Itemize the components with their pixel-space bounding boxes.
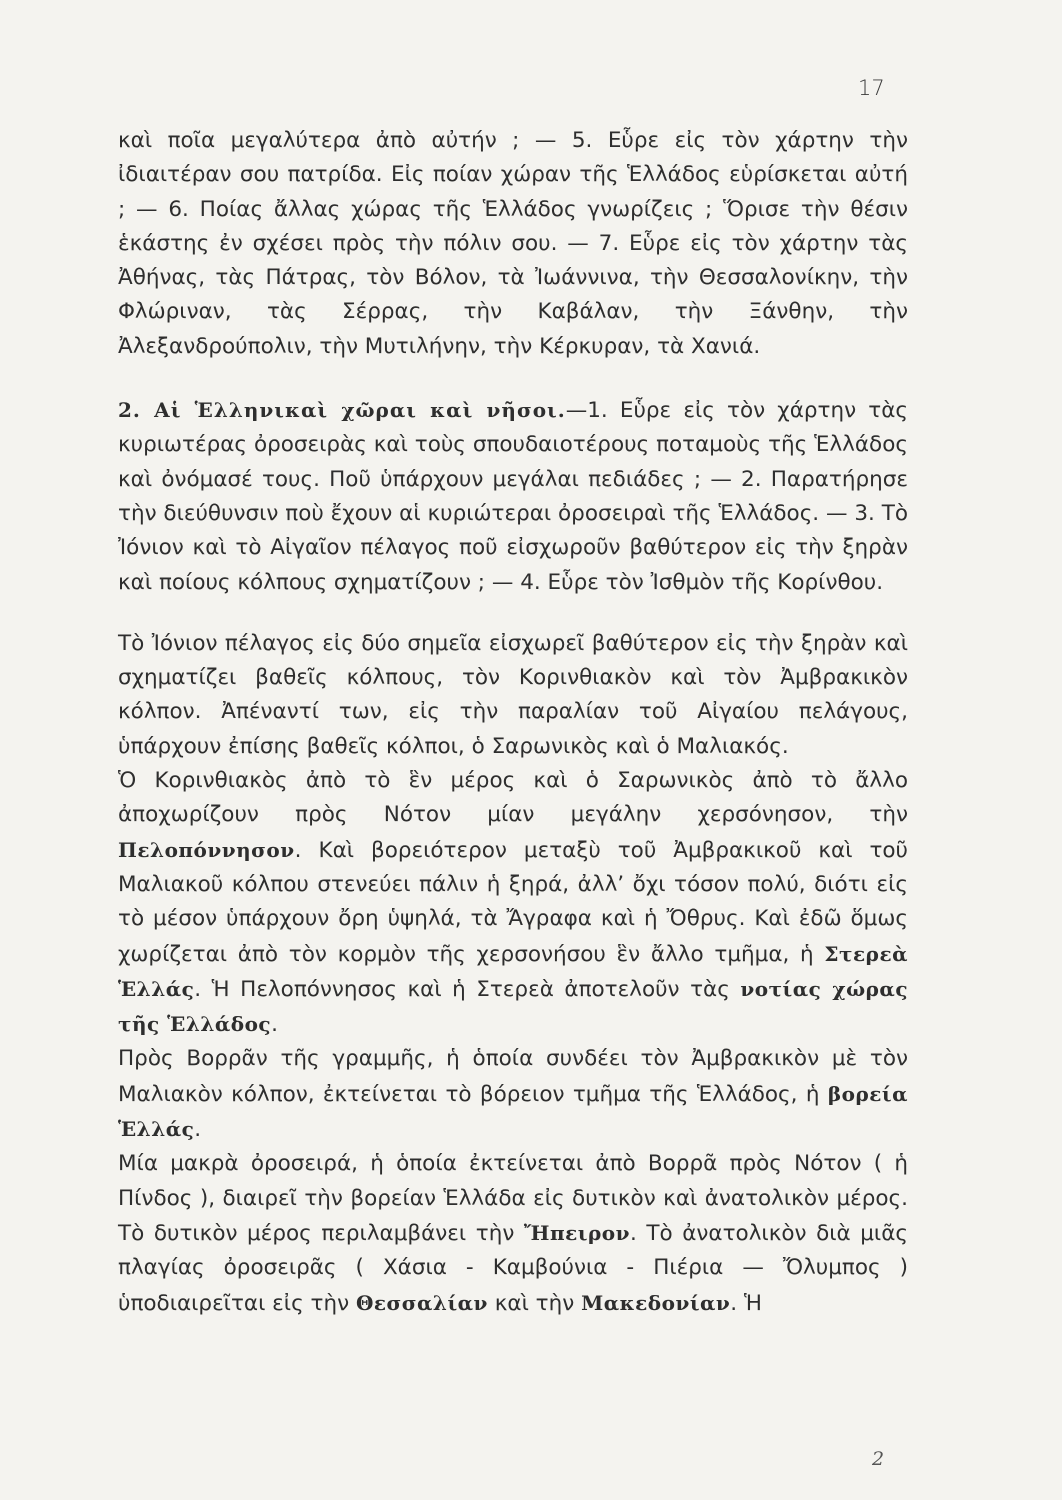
text-run: . Καὶ βορειότερον μεταξὺ τοῦ Ἀμβρακικοῦ καὶ τοῦ Μαλιακοῦ κόλπου στενεύει πάλιν ἡ ξηρά, ἀλλ’ ὄχι τόσον πολύ, διότι εἰς τὸ μέσον ὑπάρχουν ὄρη ὑψηλά, τὰ Ἄγραφα καὶ ἡ Ὄθρυς. Καὶ ἐδῶ ὅμως χωρίζεται ἀπὸ τὸν κορμὸν τῆς χερσονήσου ἓν ἄλλο τμῆμα, ἡ xyxy=(118,837,908,967)
signature-mark: 2 xyxy=(872,1448,885,1470)
section-heading: 2. Αἱ Ἑλληνικαὶ χῶραι καὶ νῆσοι. xyxy=(118,398,566,423)
term-epirus: Ἤπειρον xyxy=(523,1220,630,1245)
text-run: . Τὸ ἀνατολικὸν διὰ μιᾶς πλαγίας ὀροσειρᾶς ( Χάσια - Καμβούνια - Πιέρια — Ὄλυμπος ) ὑποδιαιρεῖται εἰς τὴν xyxy=(118,1220,909,1316)
term-thessaly: Θεσσαλίαν xyxy=(355,1290,488,1315)
text-run: Ὁ Κορινθιακὸς ἀπὸ τὸ ἓν μέρος καὶ ὁ Σαρωνικὸς ἀπὸ τὸ ἄλλο ἀποχωρίζουν πρὸς Νότον μίαν μεγάλην χερσόνησον, τὴν xyxy=(118,768,908,828)
term-northern-greece: βορεία Ἑλλάς xyxy=(118,1081,908,1142)
term-macedonia: Μακεδονίαν xyxy=(581,1290,731,1315)
section-2-exercises: —1. Εὗρε εἰς τὸν χάρτην τὰς κυριωτέρας ὀροσειρὰς καὶ τοὺς σπουδαιοτέρους ποταμοὺς τῆς Ἑλλάδος καὶ ὀνόμασέ τους. Ποῦ ὑπάρχουν μεγάλαι πεδιάδες ; — 2. Παρατήρησε τὴν διεύθυνσιν ποὺ ἔχουν αἱ κυριώτεραι ὀροσειραὶ τῆς Ἑλλάδος. — 3. Τὸ Ἰόνιον καὶ τὸ Αἰγαῖον πέλαγος ποῦ εἰσχωροῦν βαθύτερον εἰς τὴν ξηρὰν καὶ ποίους κόλπους σχηματίζουν ; — 4. Εὗρε τὸν Ἰσθμὸν τῆς Κορίνθου. xyxy=(118,398,908,595)
paragraph-northern-greece xyxy=(118,1042,908,1147)
term-sterea-ellas: Στερεὰ Ἑλλάς xyxy=(118,941,908,1001)
document-body xyxy=(118,124,908,1321)
term-peloponnese: Πελοπόννησον xyxy=(118,837,295,862)
text-run: καὶ τὴν xyxy=(487,1290,582,1316)
page-number: 17 xyxy=(858,76,885,100)
paragraph-pindus xyxy=(118,1147,908,1320)
paragraph-exercises: καὶ ποῖα μεγαλύτερα ἀπὸ αὐτήν ; — 5. Εὗρε εἰς τὸν χάρτην τὴν ἰδιαιτέραν σου πατρίδα. Εἰς ποίαν χώραν τῆς Ἑλλάδος εὑρίσκεται αὐτή ; — 6. Ποίας ἄλλας χώρας τῆς Ἑλλάδος γνωρίζεις ; Ὅρισε τὴν θέσιν ἑκάστης ἐν σχέσει πρὸς τὴν πόλιν σου. — 7. Εὗρε εἰς τὸν χάρτην τὰς Ἀθήνας, τὰς Πάτρας, τὸν Βόλον, τὰ Ἰωάννινα, τὴν Θεσσαλονίκην, τὴν Φλώριναν, τὰς Σέρρας, τὴν Καβάλαν, τὴν Ξάνθην, τὴν Ἀλεξανδρούπολιν, τὴν Μυτιλήνην, τὴν Κέρκυραν, τὰ Χανιά. xyxy=(118,128,908,359)
text-run: . xyxy=(271,1012,278,1038)
text-run: . Ἡ Πελοπόννησος καὶ ἡ Στερεὰ ἀποτελοῦν τὰς xyxy=(194,976,741,1002)
paragraph-ionian-sea: Τὸ Ἰόνιον πέλαγος εἰς δύο σημεῖα εἰσχωρεῖ βαθύτερον εἰς τὴν ξηρὰν καὶ σχηματίζει βαθεῖς κόλπους, τὸν Κορινθιακὸν καὶ τὸν Ἀμβρακικὸν κόλπον. Ἀπέναντί των, εἰς τὴν παραλίαν τοῦ Αἰγαίου πελάγους, ὑπάρχουν ἐπίσης βαθεῖς κόλποι, ὁ Σαρωνικὸς καὶ ὁ Μαλιακός. xyxy=(118,630,908,759)
term-southern-lands: νοτίας χώρας τῆς Ἑλλάδος xyxy=(118,976,909,1037)
text-run: Πρὸς Βορρᾶν τῆς γραμμῆς, ἡ ὁποία συνδέει τὸν Ἀμβρακικὸν μὲ τὸν Μαλιακὸν κόλπον, ἐκτείνεται τὸ βόρειον τμῆμα τῆς Ἑλλάδος, ἡ xyxy=(118,1046,908,1107)
text-run: . Ἡ xyxy=(730,1290,762,1316)
text-run: Μία μακρὰ ὀροσειρά, ἡ ὁποία ἐκτείνεται ἀπὸ Βορρᾶ πρὸς Νότον ( ἡ Πίνδος ), διαιρεῖ τὴν βορείαν Ἑλλάδα εἰς δυτικὸν καὶ ἀνατολικὸν μέρος. Τὸ δυτικὸν μέρος περιλαμβάνει τὴν xyxy=(118,1151,908,1246)
paragraph-peloponnese xyxy=(118,764,908,1042)
text-run: . xyxy=(194,1117,202,1143)
paragraph-section-2 xyxy=(118,393,908,600)
